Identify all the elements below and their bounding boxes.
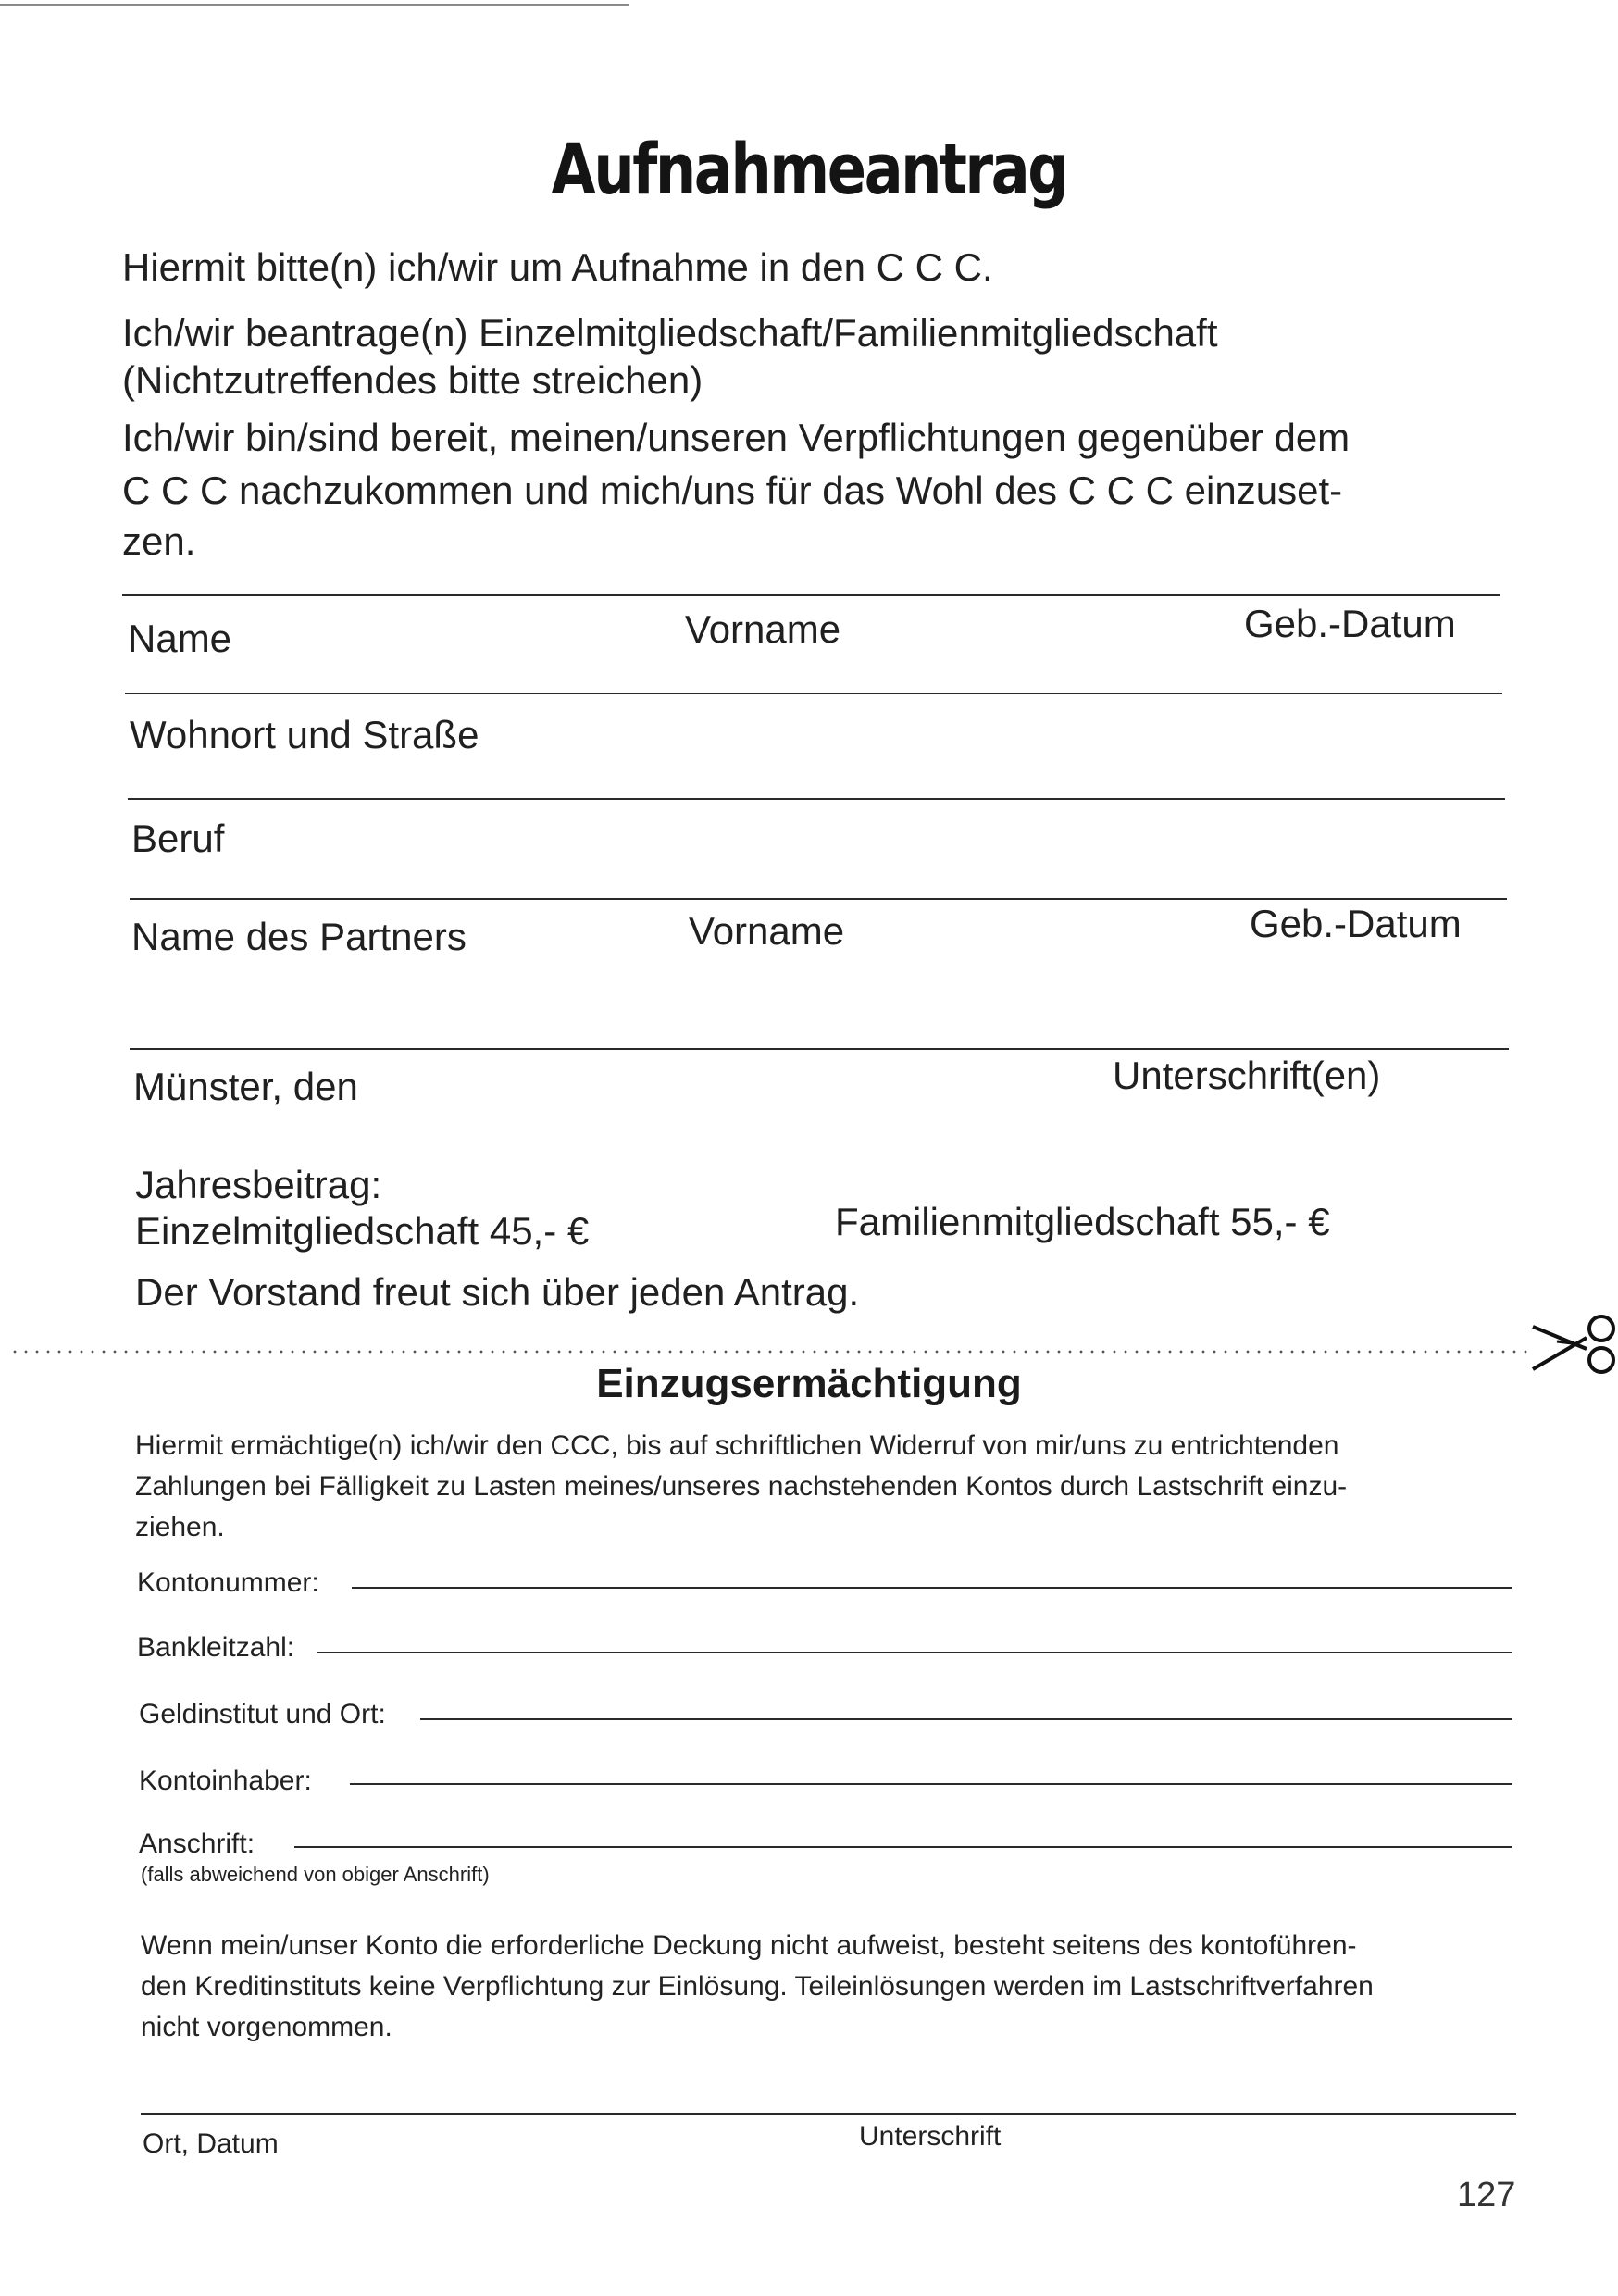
page-number: 127 [1457, 2176, 1516, 2215]
intro-line-3c: zen. [122, 519, 196, 563]
mandate-signature-line[interactable] [141, 2113, 1516, 2115]
intro-line-3a: Ich/wir bin/sind bereit, meinen/unseren Verpflichtungen gegenüber dem [122, 416, 1350, 459]
signature-line[interactable] [130, 1048, 1509, 1050]
mandate-text-3: ziehen. [135, 1512, 225, 1542]
beruf-line[interactable] [128, 798, 1505, 800]
intro-line-3b: C C C nachzukommen und mich/uns für das Wohl des C C C einzuset- [122, 468, 1343, 512]
cut-line [9, 1350, 1527, 1354]
intro-line-2b: (Nichtzutreffendes bitte streichen) [122, 358, 703, 402]
geldinstitut-label: Geldinstitut und Ort: [139, 1699, 386, 1729]
mandate-note-1: Wenn mein/unser Konto die erforderliche Deckung nicht aufweist, besteht seitens des kontoführen- [141, 1930, 1357, 1961]
geldinstitut-field[interactable] [420, 1718, 1512, 1720]
scan-edge-line [0, 4, 629, 6]
vorname-label: Vorname [685, 607, 841, 651]
kontoinhaber-field[interactable] [350, 1783, 1512, 1785]
mandate-note-3: nicht vorgenommen. [141, 2012, 392, 2042]
name-line[interactable] [122, 594, 1500, 596]
partner-geb-datum-label: Geb.-Datum [1250, 902, 1462, 945]
geb-datum-label: Geb.-Datum [1244, 602, 1456, 645]
wohnort-label: Wohnort und Straße [130, 713, 479, 756]
intro-line-2a: Ich/wir beantrage(n) Einzelmitgliedschaft/Familienmitgliedschaft [122, 311, 1218, 355]
partner-vorname-label: Vorname [689, 909, 845, 953]
mandate-title: Einzugsermächtigung [596, 1361, 1022, 1406]
anschrift-field[interactable] [294, 1846, 1512, 1848]
mandate-text-2: Zahlungen bei Fälligkeit zu Lasten meines/unseres nachstehenden Kontos durch Lastschrift einzu- [135, 1471, 1348, 1502]
page-title: Aufnahmeantrag [551, 128, 1067, 210]
fee-family: Familienmitgliedschaft 55,- € [835, 1200, 1330, 1243]
anschrift-note: (falls abweichend von obiger Anschrift) [141, 1863, 490, 1886]
intro-line-1: Hiermit bitte(n) ich/wir um Aufnahme in den C C C. [122, 245, 993, 289]
wohnort-line[interactable] [125, 693, 1502, 694]
bankleitzahl-field[interactable] [317, 1652, 1512, 1653]
beruf-label: Beruf [131, 817, 225, 860]
name-label: Name [128, 617, 232, 660]
kontonummer-label: Kontonummer: [137, 1567, 319, 1598]
fee-single: Einzelmitgliedschaft 45,- € [135, 1209, 590, 1253]
closing-text: Der Vorstand freut sich über jeden Antrag. [135, 1270, 860, 1314]
partner-line[interactable] [130, 898, 1507, 900]
ort-datum-label: Ort, Datum [143, 2128, 279, 2159]
bankleitzahl-label: Bankleitzahl: [137, 1632, 295, 1663]
signatures-label: Unterschrift(en) [1113, 1054, 1381, 1097]
partner-name-label: Name des Partners [131, 915, 467, 958]
kontonummer-field[interactable] [352, 1587, 1512, 1589]
unterschrift-label: Unterschrift [859, 2121, 1002, 2152]
fee-heading: Jahresbeitrag: [135, 1163, 382, 1206]
anschrift-label: Anschrift: [139, 1828, 255, 1859]
mandate-text-1: Hiermit ermächtige(n) ich/wir den CCC, bis auf schriftlichen Widerruf von mir/uns zu entrichtenden [135, 1430, 1339, 1461]
kontoinhaber-label: Kontoinhaber: [139, 1766, 312, 1796]
mandate-note-2: den Kreditinstituts keine Verpflichtung zur Einlösung. Teileinlösungen werden im Lastschriftverfahren [141, 1971, 1374, 2002]
place-date-label: Münster, den [133, 1065, 358, 1108]
